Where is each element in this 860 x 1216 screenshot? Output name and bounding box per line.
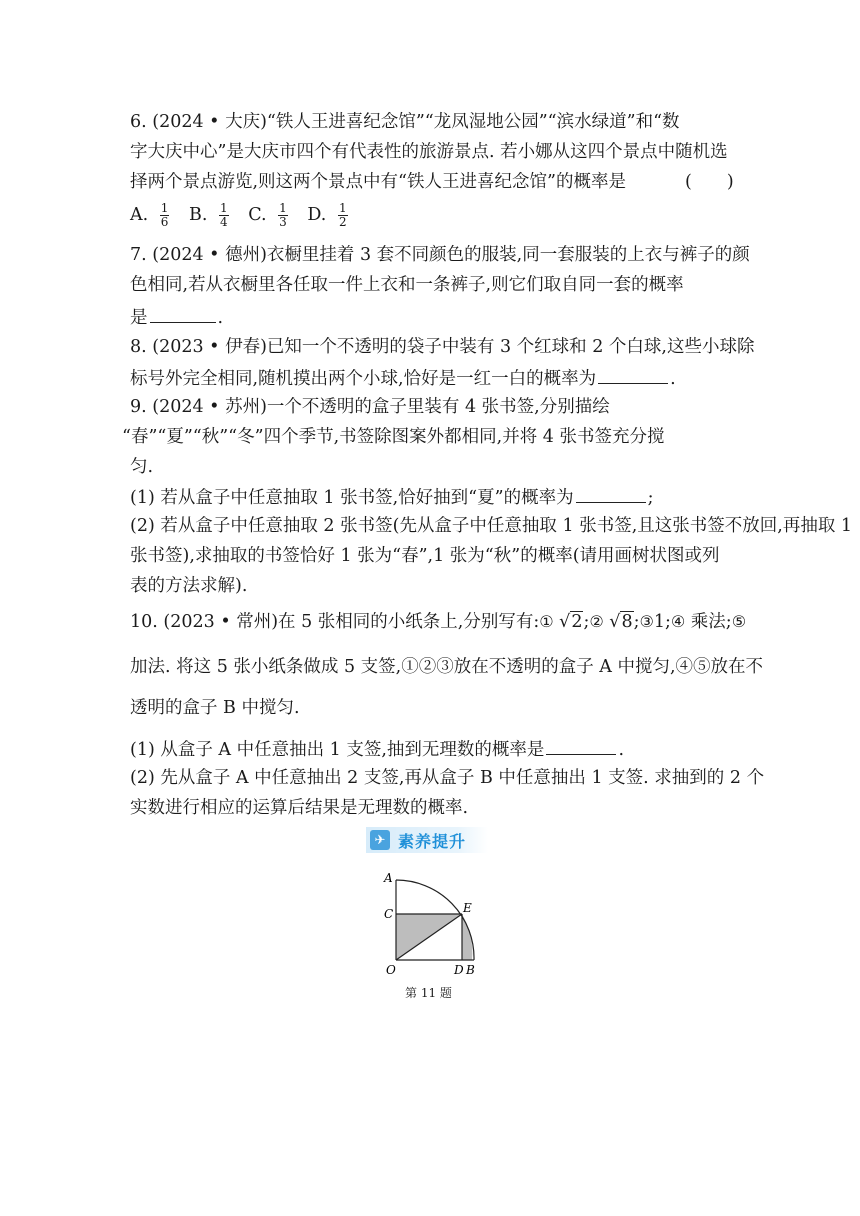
circled-number: ①: [539, 612, 554, 631]
q10-part-1-post: .: [618, 740, 625, 760]
denominator: 4: [220, 215, 228, 229]
q10-part-2-line-2: 实数进行相应的运算后结果是无理数的概率.: [130, 798, 469, 818]
radicand: 2: [571, 612, 583, 632]
q9-line-2: “春”“夏”“秋”“冬”四个季节,书签除图案外都相同,并将 4 张书签充分搅: [122, 427, 665, 447]
q9-part-1-pre: (1) 若从盒子中任意抽取 1 张书签,恰好抽到“夏”的概率为: [130, 488, 574, 508]
q8-line-2-post: .: [670, 369, 676, 389]
q9-line-1: 9. (2024 • 苏州)一个不透明的盒子里装有 4 张书签,分别描绘: [130, 397, 610, 417]
q7-line-3-post: .: [217, 308, 224, 328]
q9-part-2-line-2: 张书签),求抽取的书签恰好 1 张为“春”,1 张为“秋”的概率(请用画树状图或列: [130, 546, 720, 566]
option-label: B.: [189, 205, 208, 225]
radicand: 8: [621, 612, 633, 632]
option-label: C.: [248, 205, 267, 225]
circled-number: ②: [589, 612, 604, 631]
q8-answer-blank[interactable]: [598, 365, 668, 384]
fraction: [338, 202, 348, 229]
option-label: A.: [130, 205, 149, 225]
circled-number: ③: [639, 612, 654, 631]
q8-line-2-pre: 标号外完全相同,随机摸出两个小球,恰好是一红一白的概率为: [130, 369, 597, 389]
section-banner: [366, 827, 488, 853]
q9-part-1-post: ;: [647, 488, 654, 508]
q8-line-1: 8. (2023 • 伊春)已知一个不透明的袋子中装有 3 个红球和 2 个白球,这些小球除: [130, 337, 755, 357]
q6-option-a: [130, 202, 183, 229]
circled-number: ④: [670, 612, 686, 631]
q10-answer-blank[interactable]: [546, 736, 616, 755]
q6-line-3: [130, 170, 626, 194]
q6-line-3-text: 择两个景点游览,则这两个景点中有“铁人王进喜纪念馆”的概率是: [130, 172, 626, 192]
q7-line-3-pre: 是: [130, 308, 148, 328]
rocket-icon: ✈: [370, 830, 390, 850]
q10-part-2-line-1: (2) 先从盒子 A 中任意抽出 2 支签,再从盒子 B 中任意抽出 1 支签. 求抽到的 2 个: [130, 768, 765, 788]
numerator: 1: [338, 201, 347, 215]
section-banner-title: 素养提升: [398, 831, 467, 851]
fraction: [160, 202, 170, 229]
q10-part-1: [130, 736, 624, 762]
figure-caption: 第 11 题: [405, 986, 452, 1000]
q6-option-b: [189, 202, 243, 229]
label-d: D: [454, 963, 464, 977]
q10-line-3: 透明的盒子 B 中搅匀.: [130, 698, 300, 718]
sqrt-8: √8: [609, 612, 633, 632]
q6-option-c: [248, 202, 302, 229]
value-text: 乘法;: [690, 612, 732, 632]
value-text: 1;: [653, 612, 671, 632]
q10-line-1: [130, 610, 746, 634]
label-e: E: [463, 901, 472, 915]
q6-line-1: 6. (2024 • 大庆)“铁人王进喜纪念馆”“龙凤湿地公园”“滨水绿道”和“数: [130, 112, 680, 132]
fraction: [278, 202, 288, 229]
q9-part-2-line-1: (2) 若从盒子中任意抽取 2 张书签(先从盒子中任意抽取 1 张书签,且这张书签不放回,再抽取 1: [130, 516, 853, 536]
q9-part-1: [130, 484, 653, 510]
q6-option-d: [307, 202, 361, 229]
q8-line-2: [130, 365, 676, 391]
q7-line-3: [130, 304, 223, 330]
numerator: 1: [160, 201, 169, 215]
label-b: B: [466, 963, 475, 977]
numerator: 1: [220, 201, 228, 215]
q7-answer-blank[interactable]: [150, 304, 216, 323]
q9-answer-blank[interactable]: [576, 484, 646, 503]
denominator: 6: [160, 215, 169, 229]
label-a: A: [384, 871, 393, 885]
q6-line-2: 字大庆中心”是大庆市四个有代表性的旅游景点. 若小娜从这四个景点中随机选: [130, 142, 728, 162]
q6-answer-paren: ( ): [685, 172, 734, 192]
label-c: C: [384, 907, 394, 921]
denominator: 2: [338, 215, 347, 229]
q10-line-2: 加法. 将这 5 张小纸条做成 5 支签,①②③放在不透明的盒子 A 中搅匀,④⑤放在不: [130, 657, 764, 677]
q10-line-1-text: 10. (2023 • 常州)在 5 张相同的小纸条上,分别写有:: [130, 612, 540, 632]
q9-line-3: 匀.: [130, 457, 154, 477]
q9-part-2-line-3: 表的方法求解).: [130, 576, 248, 596]
fraction: [219, 202, 229, 229]
numerator: 1: [279, 201, 287, 215]
q7-line-2: 色相同,若从衣橱里各任取一件上衣和一条裤子,则它们取自同一套的概率: [130, 275, 684, 295]
label-o: O: [386, 963, 396, 977]
option-label: D.: [307, 205, 327, 225]
q10-part-1-pre: (1) 从盒子 A 中任意抽出 1 支签,抽到无理数的概率是: [130, 740, 545, 760]
q7-line-1: 7. (2024 • 德州)衣橱里挂着 3 套不同颜色的服装,同一套服装的上衣与裤子的颜: [130, 245, 750, 265]
sqrt-2: √2: [559, 612, 583, 632]
separator: ;: [583, 612, 590, 632]
separator: ;: [633, 612, 640, 632]
geometry-figure: [380, 866, 490, 978]
q6-options: [130, 202, 362, 229]
circled-number: ⑤: [731, 612, 747, 631]
denominator: 3: [279, 215, 287, 229]
